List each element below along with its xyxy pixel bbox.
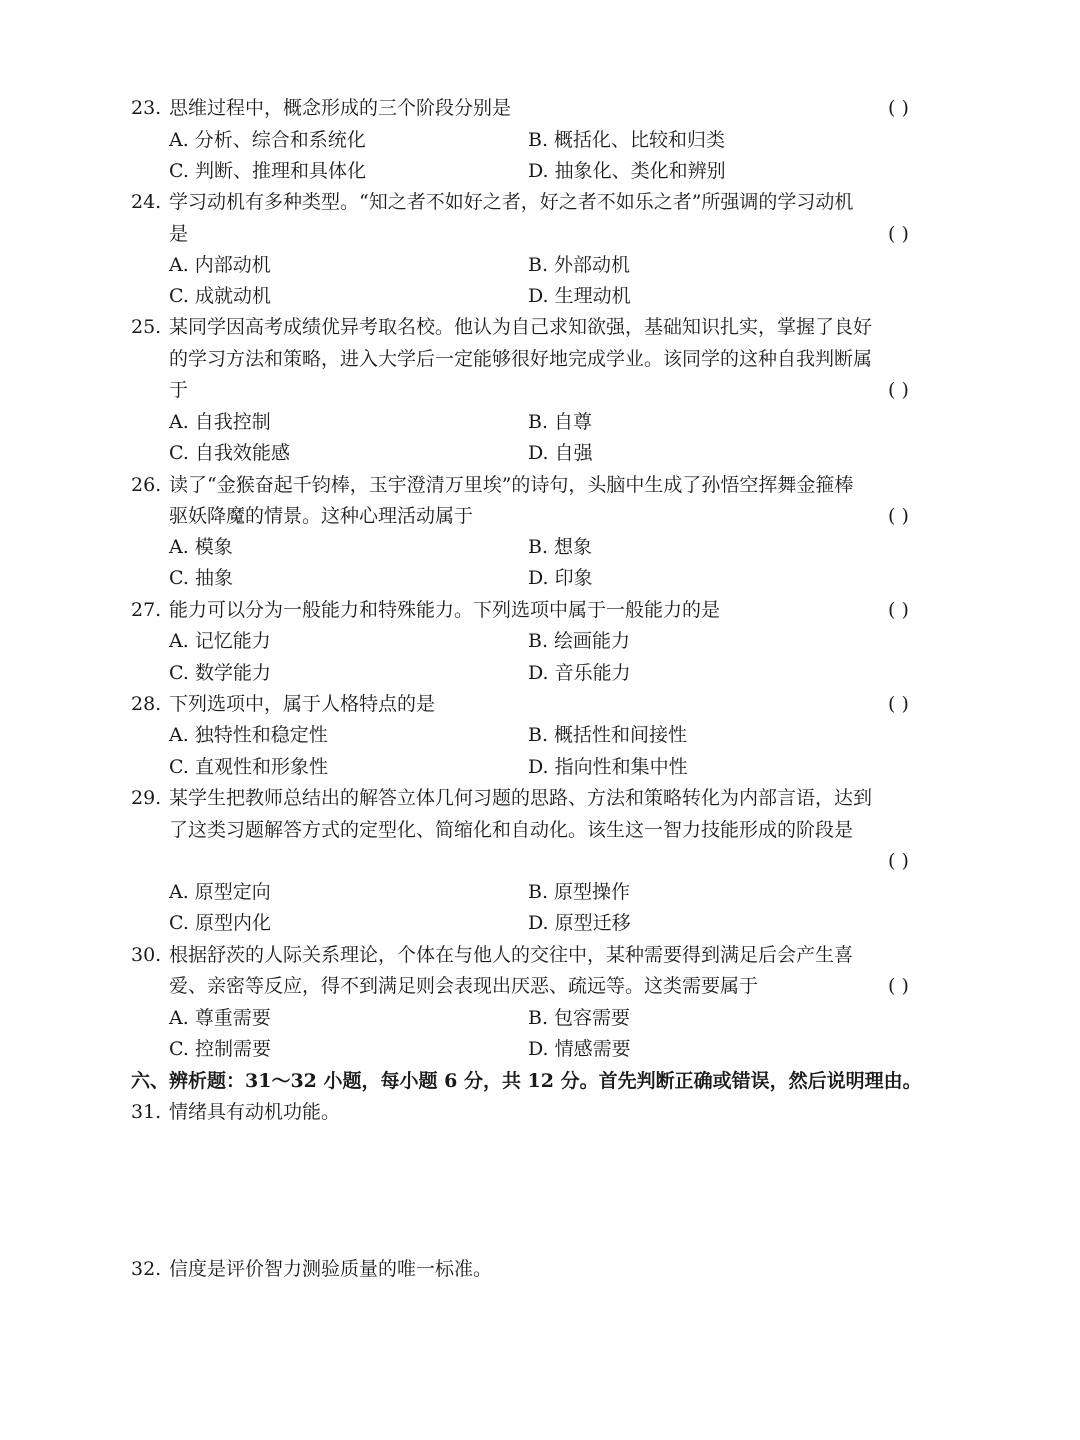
question-stem: 信度是评价智力测验质量的唯一标准。 <box>169 1258 493 1280</box>
option-a: A. 原型定向 <box>169 881 271 903</box>
question-stem: 能力可以分为一般能力和特殊能力。下列选项中属于一般能力的是 <box>169 599 721 621</box>
question-number: 30. <box>131 944 162 966</box>
question-number: 25. <box>131 316 162 338</box>
option-d: D. 抽象化、类化和辨别 <box>528 160 726 182</box>
question-stem: 读了“金猴奋起千钧棒，玉宇澄清万里埃”的诗句，头脑中生成了孙悟空挥舞金箍棒 <box>169 474 854 496</box>
option-b: B. 外部动机 <box>528 254 631 276</box>
option-d: D. 自强 <box>528 442 593 464</box>
option-b: B. 想象 <box>528 536 593 558</box>
option-c: C. 成就动机 <box>169 285 271 307</box>
option-d: D. 原型迁移 <box>528 912 631 934</box>
option-c: C. 控制需要 <box>169 1038 271 1060</box>
option-a: A. 自我控制 <box>169 411 271 433</box>
option-a: A. 独特性和稳定性 <box>169 724 328 746</box>
question-stem: 思维过程中，概念形成的三个阶段分别是 <box>169 97 512 119</box>
answer-parentheses: ( ) <box>888 599 909 621</box>
option-c: C. 原型内化 <box>169 912 271 934</box>
option-c: C. 数学能力 <box>169 662 271 684</box>
answer-parentheses: ( ) <box>888 505 909 527</box>
option-b: B. 概括化、比较和归类 <box>528 129 726 151</box>
option-c: C. 直观性和形象性 <box>169 756 328 778</box>
question-stem: 驱妖降魔的情景。这种心理活动属于 <box>169 505 474 527</box>
question-stem: 某学生把教师总结出的解答立体几何习题的思路、方法和策略转化为内部言语，达到 <box>169 787 873 809</box>
question-number: 26. <box>131 474 162 496</box>
option-c: C. 判断、推理和具体化 <box>169 160 366 182</box>
answer-parentheses: ( ) <box>888 97 909 119</box>
question-stem: 的学习方法和策略，进入大学后一定能够很好地完成学业。该同学的这种自我判断属 <box>169 348 873 370</box>
option-b: B. 自尊 <box>528 411 593 433</box>
question-number: 31. <box>131 1101 162 1123</box>
option-d: D. 指向性和集中性 <box>528 756 688 778</box>
option-a: A. 模象 <box>169 536 233 558</box>
question-stem: 情绪具有动机功能。 <box>169 1101 341 1123</box>
question-number: 32. <box>131 1258 162 1280</box>
question-stem: 学习动机有多种类型。“知之者不如好之者，好之者不如乐之者”所强调的学习动机 <box>169 191 854 213</box>
answer-parentheses: ( ) <box>888 379 909 401</box>
question-number: 24. <box>131 191 162 213</box>
option-a: A. 分析、综合和系统化 <box>169 129 366 151</box>
option-d: D. 情感需要 <box>528 1038 631 1060</box>
option-a: A. 尊重需要 <box>169 1007 271 1029</box>
option-b: B. 包容需要 <box>528 1007 631 1029</box>
section-heading: 六、辨析题：31～32 小题，每小题 6 分，共 12 分。首先判断正确或错误，然后说明理由。 <box>131 1070 922 1092</box>
option-b: B. 概括性和间接性 <box>528 724 688 746</box>
question-stem: 是 <box>169 223 189 245</box>
question-stem: 了这类习题解答方式的定型化、简缩化和自动化。该生这一智力技能形成的阶段是 <box>169 819 854 841</box>
option-a: A. 记忆能力 <box>169 630 271 652</box>
answer-parentheses: ( ) <box>888 223 909 245</box>
answer-parentheses: ( ) <box>888 850 909 872</box>
question-stem: 下列选项中，属于人格特点的是 <box>169 693 436 715</box>
question-stem: 于 <box>169 379 189 401</box>
answer-parentheses: ( ) <box>888 693 909 715</box>
option-b: B. 原型操作 <box>528 881 631 903</box>
option-d: D. 音乐能力 <box>528 662 631 684</box>
question-stem: 爱、亲密等反应，得不到满足则会表现出厌恶、疏远等。这类需要属于 <box>169 975 759 997</box>
option-d: D. 印象 <box>528 567 593 589</box>
question-number: 23. <box>131 97 162 119</box>
answer-parentheses: ( ) <box>888 975 909 997</box>
option-c: C. 抽象 <box>169 567 233 589</box>
option-a: A. 内部动机 <box>169 254 271 276</box>
option-d: D. 生理动机 <box>528 285 631 307</box>
option-b: B. 绘画能力 <box>528 630 631 652</box>
question-number: 27. <box>131 599 162 621</box>
question-stem: 根据舒茨的人际关系理论，个体在与他人的交往中，某种需要得到满足后会产生喜 <box>169 944 854 966</box>
question-number: 29. <box>131 787 162 809</box>
question-number: 28. <box>131 693 162 715</box>
question-stem: 某同学因高考成绩优异考取名校。他认为自己求知欲强，基础知识扎实，掌握了良好 <box>169 316 873 338</box>
option-c: C. 自我效能感 <box>169 442 290 464</box>
